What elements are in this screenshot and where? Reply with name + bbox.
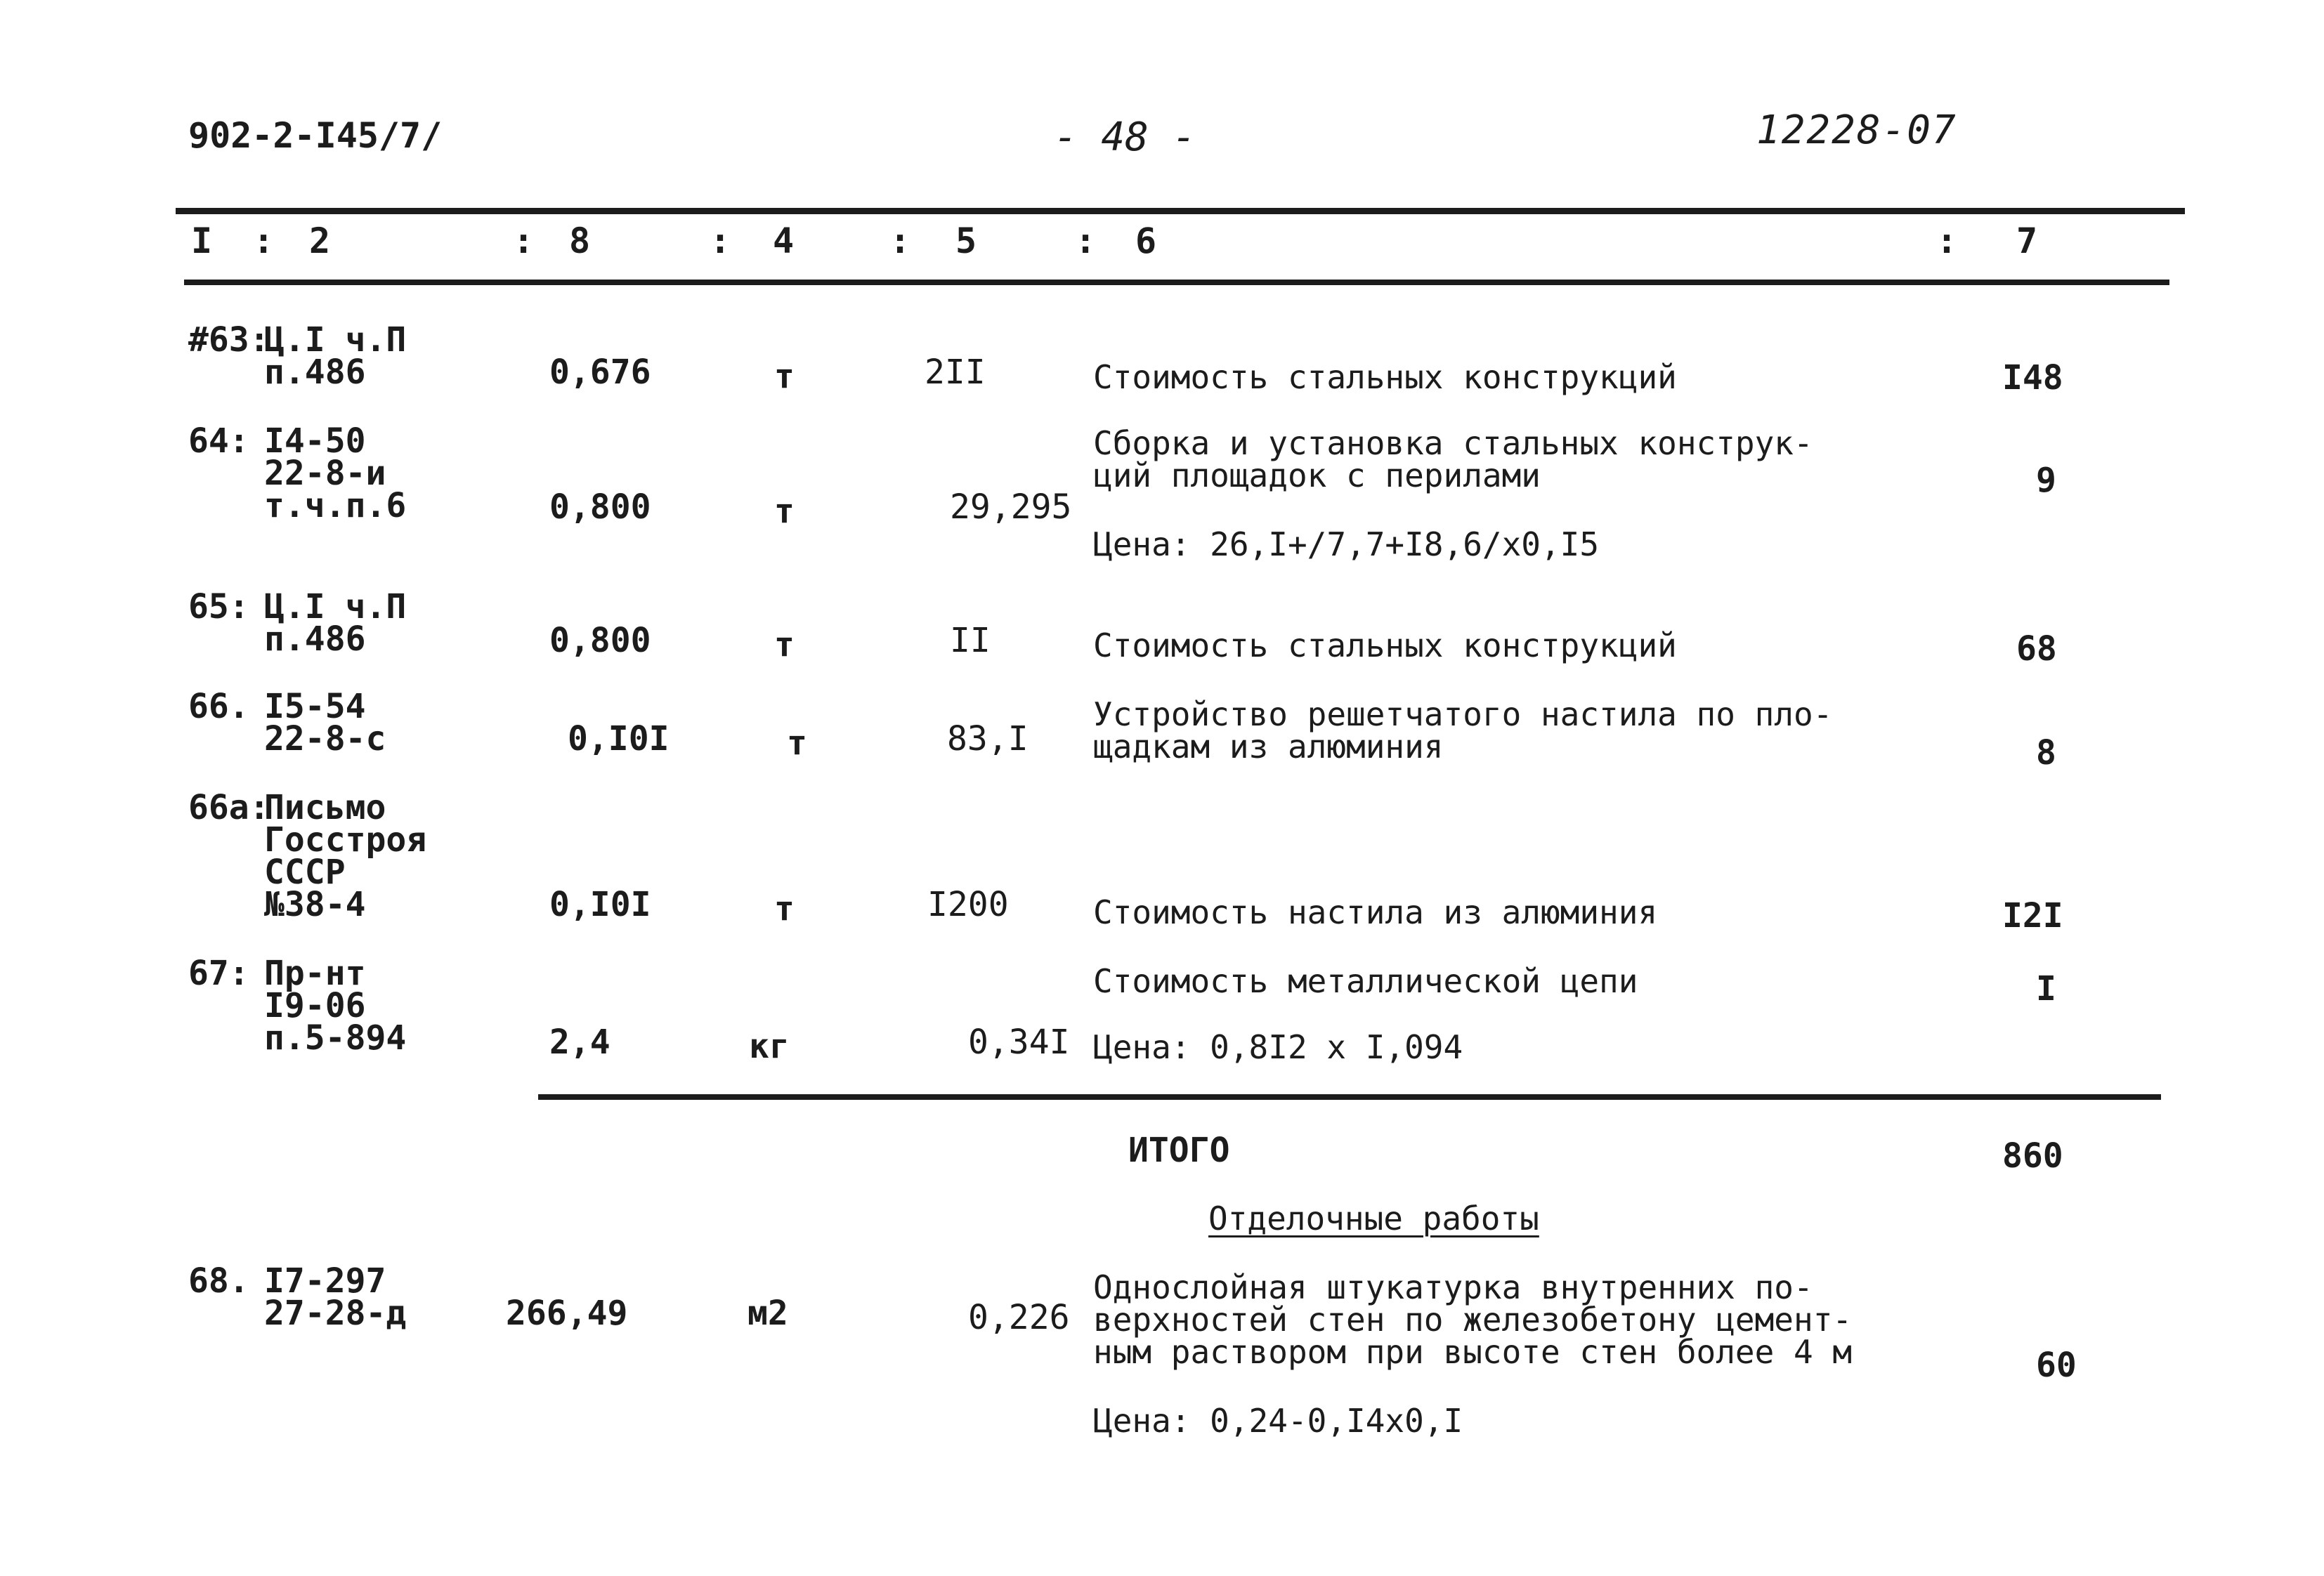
row-total: 60	[2036, 1346, 2077, 1385]
row-quantity: 0,800	[549, 487, 651, 527]
row-description: Устройство решетчатого настила по пло-	[1093, 695, 1833, 733]
row-code: п.486	[264, 619, 366, 659]
row-description: Стоимость стальных конструкций	[1093, 626, 1677, 664]
row-unit: м2	[748, 1294, 788, 1333]
row-unit-price: I200	[927, 885, 1009, 924]
col-sep: :	[513, 221, 535, 261]
row-unit: т	[774, 625, 795, 664]
col-sep: :	[1075, 221, 1097, 261]
row-quantity: 0,800	[549, 621, 651, 660]
col-sep: :	[253, 221, 275, 261]
col-header-7: 7	[2016, 221, 2038, 261]
row-unit-price: 83,I	[947, 719, 1029, 759]
row-description: Однослойная штукатурка внутренних по-	[1093, 1268, 1813, 1306]
row-code: №38-4	[264, 885, 366, 924]
row-code: I7-297	[264, 1261, 386, 1301]
row-code: Ц.I ч.П	[264, 587, 407, 626]
row-unit-price: 29,295	[950, 487, 1072, 527]
row-description: щадкам из алюминия	[1093, 728, 1444, 766]
row-unit-price: 2II	[925, 353, 986, 392]
col-header-4: 4	[773, 221, 795, 261]
row-description: Сборка и установка стальных конструк-	[1093, 424, 1813, 462]
row-number: 65:	[188, 587, 249, 626]
row-unit-price: II	[950, 621, 991, 660]
row-quantity: 2,4	[549, 1023, 611, 1062]
row-unit-price: 0,34I	[968, 1023, 1070, 1062]
row-code: I4-50	[264, 421, 366, 461]
row-description: Стоимость стальных конструкций	[1093, 358, 1677, 396]
row-number: #63:	[188, 320, 270, 360]
row-description: ным раствором при высоте стен более 4 м	[1093, 1333, 1853, 1371]
row-code: п.486	[264, 353, 366, 392]
row-unit: т	[787, 723, 807, 763]
row-code: Ц.I ч.П	[264, 320, 407, 360]
row-code: Пр-нт	[264, 954, 366, 993]
row-code: Госстроя	[264, 820, 427, 860]
col-header-6: 6	[1135, 221, 1157, 261]
row-code: 27-28-д	[264, 1294, 407, 1333]
row-description: Стоимость металлической цепи	[1093, 962, 1638, 1000]
page-number: - 48 -	[1054, 114, 1196, 160]
row-code: I5-54	[264, 687, 366, 726]
row-unit: кг	[749, 1027, 790, 1066]
header-top-rule	[176, 208, 2185, 214]
row-description: ций площадок с перилами	[1093, 457, 1541, 494]
col-header-2: 2	[309, 221, 331, 261]
row-code: п.5-894	[264, 1018, 407, 1058]
row-total: 68	[2016, 629, 2057, 669]
row-price-note: Цена: 0,24-0,I4х0,I	[1093, 1402, 1463, 1440]
section-title: Отделочные работы	[1208, 1200, 1539, 1237]
row-quantity: 0,I0I	[568, 719, 670, 759]
row-description: Стоимость настила из алюминия	[1093, 893, 1658, 931]
subtotal-value: 860	[2002, 1136, 2063, 1176]
col-sep: :	[889, 221, 911, 261]
subtotal-rule	[538, 1094, 2161, 1100]
row-price-note: Цена: 0,8I2 х I,094	[1093, 1028, 1463, 1066]
row-total: I48	[2002, 358, 2063, 398]
col-header-1: I	[191, 221, 213, 261]
row-description: верхностей стен по железобетону цемент-	[1093, 1301, 1853, 1339]
row-code: СССР	[264, 853, 346, 892]
row-number: 68.	[188, 1261, 249, 1301]
col-header-3: 8	[569, 221, 591, 261]
row-number: 66а:	[188, 788, 270, 827]
subtotal-label: ИТОГО	[1128, 1131, 1230, 1170]
row-number: 66.	[188, 687, 249, 726]
header-bottom-rule	[184, 280, 2169, 285]
sheet-code: 902-2-I45/7/	[188, 115, 443, 156]
row-quantity: 0,676	[549, 353, 651, 392]
row-code: 22-8-с	[264, 719, 386, 759]
row-quantity: 0,I0I	[549, 885, 651, 924]
row-price-note: Цена: 26,I+/7,7+I8,6/х0,I5	[1093, 525, 1600, 563]
row-code: 22-8-и	[264, 454, 386, 493]
row-unit: т	[774, 889, 795, 928]
row-total: 9	[2036, 461, 2056, 500]
row-quantity: 266,49	[506, 1294, 628, 1333]
col-header-5: 5	[955, 221, 977, 261]
row-code: I9-06	[264, 986, 366, 1025]
row-total: I	[2036, 969, 2056, 1009]
row-unit: т	[774, 357, 795, 396]
archive-number: 12228-07	[1756, 107, 1957, 153]
row-total: 8	[2036, 733, 2056, 773]
row-number: 64:	[188, 421, 249, 461]
row-total: I2I	[2002, 896, 2063, 935]
row-number: 67:	[188, 954, 249, 993]
row-code: т.ч.п.6	[264, 486, 407, 525]
row-code: Письмо	[264, 788, 386, 827]
row-unit-price: 0,226	[968, 1298, 1070, 1337]
col-sep: :	[710, 221, 731, 261]
row-unit: т	[774, 492, 795, 531]
col-sep: :	[1936, 221, 1958, 261]
